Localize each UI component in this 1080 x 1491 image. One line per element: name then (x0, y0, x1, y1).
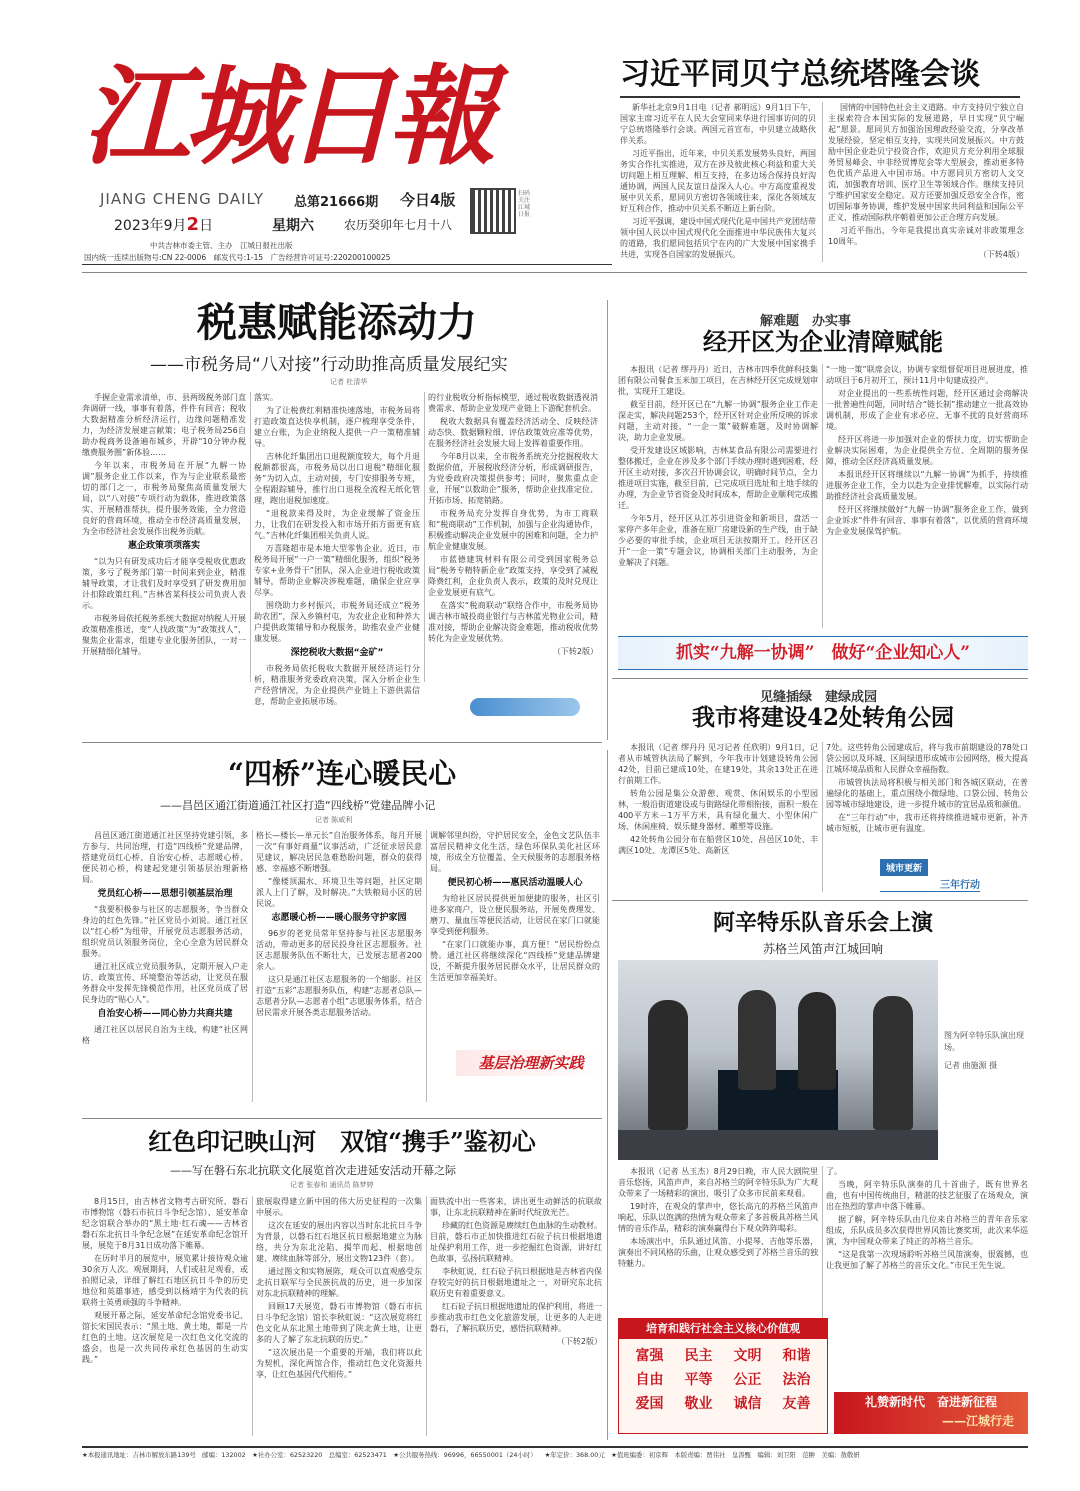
new-era-banner (834, 1392, 1028, 1434)
three-year-label: 三年行动 (880, 876, 980, 892)
masthead (82, 52, 522, 242)
column-divider (822, 102, 823, 262)
issue-date: 2023年9月2日 (114, 214, 214, 235)
column-divider (426, 830, 427, 1102)
sqz-column-1: 昌邑区通江街道通江社区坚持党建引领，多方参与、共同治理，打造“四线桥”党建品牌，搭建党员红心桥、自治安心桥、志愿暖心桥、便民初心桥，构建起党建引领基层治理新格局。 党员红心桥——思想引领基层治理 “我要积极参与社区的志愿服务，争当群众身边的红色先锋。”社区党员小刘说。通江社区以“红心桥”为纽带，开展党员志愿服务活动，组织党员认领服务岗位，全心全意为居民群众服务。 通江社区成立党员服务队，定期开展入户走访、政策宣传、环境整治等活动，让党员在服务群众中发挥先锋模范作用，社区党员成了居民身边的“贴心人”。 自治安心桥——同心协力共商共建 通江社区以居民自治为主线，构建“社区网格 (82, 831, 248, 1045)
tax-headline: 税惠赋能添动力 (197, 299, 477, 346)
sqz-byline: 记者 陈威利 (315, 816, 353, 824)
jkq-column-2: “一地一策”联席会议，协调专家组督促项目进展进度，推动项目于6月初开工，预计11月中旬建成投产。 对企业提出的一些系统性问题，经开区通过会商解决一批普遍性问题，同时结合“链长制”推动建立一批高效协调机制，形成了企业有求必应、无事不扰的良好营商环境。 经开区将进一步加强对企业的帮扶力度，切实帮助企业解决实际困难，为企业提供全方位、全周期的服务保障，推动全区经济高质量发展。 本报讯经开区将继续以“九解一协调”为抓手，持续推进服务企业工作，全力以赴为企业排忧解难，以实际行动助推经济社会高质量发展。 经开区将继续做好“九解一协调”服务企业工作，做到企业诉求“件件有回音、事事有着落”，以优质的营商环境为企业发展保驾护航。 (826, 365, 1028, 536)
weekday: 星期六 (272, 218, 314, 234)
core-value-word: 文明 (733, 1348, 762, 1364)
tax-column-3: 的行业税收分析指标模型，通过税收数据透视消费需求、帮助企业发现产业链上下游配套机会。 税收大数据具有覆盖经济活动全、反映经济动态快、数据颗粒细、评估政策效应准等优势，在服务经济社会发展大局上发挥着重要作用。 今年8月以来，全市税务系统充分挖掘税收大数据价值，开展税收经济分析，形成调研报告，为党委政府决策提供参考；同时，聚焦重点企业，开展“以数助企”服务，帮助企业找准定位、开拓市场、拓宽销路。 市税务局充分发挥自身优势，为市工商联和“税商联动”工作机制，加强与企业沟通协作，积极推动解决企业发展中的困难和问题，全力护航企业健康发展。 市蓝德建筑材料有限公司受到国家税务总局“税务专精特新企业”政策支持，享受到了减税降费红利，企业负责人表示，政策的及时兑现让企业发展更有底气。 在落实“税商联动”联络合作中，市税务局协调吉林市城投商业银行与吉林蓝光物业公司，精准对接，帮助企业解决资金难题，推动税收优势转化为企业发展优势。 （下转2版） (428, 393, 598, 656)
masthead-rule (82, 264, 612, 265)
core-value-word: 诚信 (733, 1396, 762, 1412)
performer-figure (873, 996, 913, 1130)
music-column-1: 本报讯（记者 丛玉杰）8月29日晚，市人民大剧院里音乐悠扬，风笛声声，来自苏格兰的阿辛特乐队为广大观众带来了一场精彩的演出，吸引了众多市民前来观看。 19时许，在观众的掌声中，悠长高亢的苏格兰风笛声响起，乐队以饱满的热情为观众带来了多首极具苏格兰风情的音乐作品，精彩的演奏赢得台下观众阵阵喝彩。 本场演出中，乐队通过风笛、小提琴、吉他等乐器，演奏出不同风格的乐曲，让观众感受到了苏格兰音乐的独特魅力。 (618, 1167, 818, 1268)
band-photo (618, 960, 938, 1160)
section-heading: 深挖税收大数据“金矿” (290, 648, 384, 658)
column-divider (607, 1120, 608, 1440)
continued-note: （下转4版） (978, 250, 1024, 259)
masthead-pinyin: JIANG CHENG DAILY (100, 190, 265, 208)
red-column-3: 面铁流中出一些客来，讲出更生动鲜活的抗联故事，让东北抗联精神在新时代绽放光芒。 珍藏的红色资源是赓续红色血脉的生动教材。目前，磐石市正加快推进红石砬子抗日根据地遗址保护利用工作，进一步挖掘红色资源，讲好红色故事，弘扬抗联精神。 李秋虹说，红石砬子抗日根据地是吉林省内保存较完好的抗日根据地遗址之一，对研究东北抗联历史有着重要意义。 红石砬子抗日根据地遗址的保护利用，将进一步推动我市红色文化旅游发展，让更多的人走进磐石，了解抗联历史，感悟抗联精神。 （下转2版） (430, 1197, 602, 1346)
core-value-word: 民主 (684, 1348, 713, 1364)
jkq-kicker: 解难题 办实事 (760, 314, 852, 329)
performer-figure (798, 992, 836, 1090)
footer-bar (82, 1446, 1028, 1462)
publication-codes: 国内统一连续出版物号:CN 22-0006 邮发代号:1-15 广告经营许可证号:220200100025 (84, 253, 391, 262)
column-divider (426, 1196, 427, 1436)
stage-floor (618, 1130, 938, 1160)
lead-column-2: 国情的中国特色社会主义道路。中方支持贝宁独立自主探索符合本国实际的发展道路，早日实现“贝宁崛起”愿景。愿同贝方加强治国理政经验交流，分享改革发展经验，坚定相互支持，实现共同发展振兴。中方鼓励中国企业赴贝宁投资合作，欢迎贝方充分利用全球服务贸易峰会、中非经贸博览会等大型展会，推动更多特色优质产品进入中国市场。中方愿同贝方密切人文交流，加强教育培训、医疗卫生等领域合作。继续支持贝宁维护国家安全稳定。双方还要加强反恐安全合作，密切国际事务协调，维护发展中国家共同利益和国际公平正义，推动国际秩序朝着更加公正合理方向发展。 习近平指出，今年是我提出真实亲诚对非政策理念10周年。 （下转4版） (828, 103, 1024, 259)
section-divider (612, 900, 1028, 901)
jkq-slogan: 抓实“九解一协调” 做好“企业知心人” (675, 643, 971, 663)
park-column-1: 本报讯（记者 缪丹丹 见习记者 任欣明）9月1日，记者从市城管执法局了解到，今年我市计划建设转角公园42处，目前已建成10处，在建19处，其余13处正在进行前期工作。 转角公园是集公众游憩、观赏、休闲娱乐的小型园林，一般沿街道建设或与街路绿化带相衔接，面积一般在400平方米－1万平方米，具有绿化量大、小型休闲广场、休闲座椅、娱乐健身器材、雕塑等设施。 42处转角公园分布在船营区10处、昌邑区10处、丰满区10处、龙潭区5处、高新区 (618, 743, 818, 855)
page-count: 今日4版 (400, 191, 456, 209)
core-value-word: 公正 (733, 1372, 762, 1388)
section-divider (612, 678, 1028, 679)
section-heading: 自治安心桥——同心协力共商共建 (97, 1009, 233, 1019)
sponsor-line: 中共吉林市委主管、主办 江城日报社出版 (150, 241, 293, 250)
footer-editors: ★年定价：368.00元 ★值班编委：初京辉 本版责编：贾伟社 皇涛甄 编辑：刘卫阳 范翀 美编：敖敬妍 (544, 1451, 860, 1459)
city-renewal-label: 城市更新 (880, 859, 928, 876)
column-divider (252, 1196, 253, 1436)
qr-caption: 扫码关注 江城日报 (518, 190, 531, 218)
music-column-2: 了。 当晚，阿辛特乐队演奏的几十首曲子，既有世界名曲，也有中国传统曲目，精湛的技艺征服了在场观众，演出在热烈的掌声中落下帷幕。 据了解，阿辛特乐队由几位来自苏格兰的青年音乐家组成，乐队成员多次获得世界风笛比赛奖项，此次来华巡演，为中国观众带来了纯正的苏格兰音乐。 “这是我第一次现场聆听苏格兰风笛演奏，很震撼，也让我更加了解了苏格兰的音乐文化。”市民王先生说。 (826, 1167, 1028, 1270)
tax-column-2: 落实。 为了让税费红利精准快速落地，市税务局将打造政策直达快享机制，逐户梳理享受条件，建立台账，为企业纳税人提供一户一策精准辅导。 吉林化纤集团出口退税额度较大，每个月退税额都很高，市税务局以出口退税“精细化服务”为切入点，主动对接，专门安排服务专班，全程跟踪辅导，推行出口退税全流程无纸化管理，跑出退税加速度。 “退税款来得及时，为企业缓解了资金压力，让我们在研发投入和市场开拓方面更有底气。”吉林化纤集团相关负责人说。 万喜隆超市是本地大型零售企业。近日，市税务局开展“一户一策”精细化服务，组织“税务专家+业务骨干”团队，深入企业进行税收政策辅导，帮助企业解决涉税难题，确保企业应享尽享。 围绕助力乡村振兴，市税务局还成立“税务助农团”，深入乡镇村屯，为农业企业和种养大户提供政策辅导和办税服务，助推农业产业健康发展。 深挖税收大数据“金矿” 市税务局依托税收大数据开展经济运行分析，精准服务党委政府决策，深入分析企业生产经营情况，为企业提供产业链上下游供需信息，帮助企业拓展市场。 (254, 393, 420, 706)
column-divider (607, 300, 608, 740)
core-value-word: 自由 (635, 1372, 664, 1388)
lead-headline: 习近平同贝宁总统塔隆会谈 (620, 57, 980, 92)
section-divider (82, 1118, 602, 1119)
photo-caption (944, 1030, 1024, 1072)
issue-number: 总第21666期 (294, 195, 379, 210)
tax-subtitle: ——市税务局“八对接”行动助推高质量发展纪实 (150, 355, 508, 375)
jkq-slogan-banner (618, 636, 1028, 670)
core-values-grid (619, 1339, 827, 1419)
lead-column-1: 新华社北京9月1日电（记者 郝明远）9月1日下午，国家主席习近平在人民大会堂同来华进行国事访问的贝宁总统塔隆举行会谈。两国元首宣布，中贝建立战略伙伴关系。 习近平指出，近年来，中贝关系发展势头良好，两国务实合作扎实推进，双方在涉及彼此核心利益和重大关切问题上相互理解、相互支持，在多边场合保持良好沟通协调，两国人民友谊日益深入人心。中方高度重视发展中贝关系，愿同贝方密切各领域往来，深化各领域友好互利合作，推动中贝关系不断迈上新台阶。 习近平强调，建设中国式现代化是中国共产党团结带领中国人民以中国式现代化全面推进中华民族伟大复兴的道路，我们愿同包括贝宁在内的广大发展中国家携手共进，实现各自国家的发展振兴。 (620, 103, 816, 259)
qr-code[interactable] (470, 188, 516, 234)
column-divider (607, 750, 608, 1150)
section-divider (82, 742, 602, 743)
park-kicker: 见缝插绿 建绿成园 (760, 690, 878, 705)
sqz-headline: “四桥”连心暖民心 (227, 757, 457, 790)
grassroots-banner-text: 基层治理新实践 (478, 1054, 584, 1072)
new-era-line-1: 礼赞新时代 奋进新征程 (864, 1395, 997, 1409)
red-headline: 红色印记映山河 双馆“携手”鉴初心 (148, 1127, 536, 1156)
jkq-headline: 经开区为企业清障赋能 (703, 327, 943, 356)
core-value-word: 敬业 (684, 1396, 713, 1412)
new-era-line-2: ——江城行走 (941, 1414, 1014, 1428)
section-heading: 党员红心桥——思想引领基层治理 (97, 889, 233, 899)
section-heading: 志愿暖心桥——暖心服务守护家园 (271, 913, 407, 923)
performer-figure (738, 990, 776, 1090)
lunar-date: 农历癸卯年七月十八 (344, 218, 453, 232)
column-divider (822, 742, 823, 892)
continued-note: （下转2版） (552, 647, 598, 656)
red-column-2: 旅展取得建立新中国的伟大历史征程的一次集中展示。 这次在延安的展出内容以当时东北抗日斗争为背景，以磐石红石地区抗日根据地建立为脉络，共分为东北沦陷、揭竿而起、根据地创建、赓续血脉等部分，展出文物123件（套）。 通过图文和实物展陈，观众可以直观感受东北抗日联军与全民族抗战的历史，进一步加深对东北抗联精神的理解。 回顾17天展览，磐石市博物馆（磐石市抗日斗争纪念馆）馆长李秋虹说：“这次展览将红色文化从东北黑土地带到了陕北黄土地，让更多的人了解了东北抗联的历史。” “这次展出是一个重要的开端，我们将以此为契机，深化两馆合作，推动红色文化资源共享，让红色基因代代相传。” (256, 1197, 422, 1379)
jkq-column-1: 本报讯（记者 缪丹丹）近日，吉林市四季优鲜科技集团有限公司餐食玉米加工项目，在吉林经开区完成规划审批，实现开工建设。 截至目前，经开区已在“九解一协调”服务企业工作走深走实，解决问题253个，经开区针对企业所反映的诉求问题，主动对接，“一企一策”破解难题，及时协调解决，助力企业发展。 受开发建设区域影响，吉林某食品有限公司需要进行整体搬迁，企业在涉及多个部门手续办理时遇到困难，经开区主动对接，多次召开协调会议，明确时间节点，全力推进项目实施，截至目前，已完成项目选址和土地手续的办理，为企业节省资金及时间成本，帮助企业顺利完成搬迁。 今年5月，经开区从江苏引进资金和新项目，盘活一家停产多年企业，准备在原厂房建设新的生产线，由于缺少必要的审批手续，企业项目无法按期开工。经开区召开“一企一策”专题会议，协调相关部门主动服务，为企业解决了问题。 (618, 365, 818, 567)
red-byline: 记者 张春和 通讯员 陈梦婷 (290, 1181, 374, 1189)
section-divider (82, 272, 1027, 273)
column-divider (822, 364, 823, 628)
column-divider (250, 392, 251, 682)
core-value-word: 平等 (684, 1372, 713, 1388)
caption-text: 图为阿辛特乐队演出现场。 (944, 1031, 1024, 1052)
column-divider (252, 830, 253, 1102)
core-value-word: 爱国 (635, 1396, 664, 1412)
column-divider (822, 1166, 823, 1336)
park-column-2: 7处。这些转角公园建成后，将与我市前期建设的78处口袋公园以及环城、区间绿道形成城市公园网络，极大提高江城环境品质和人民群众幸福指数。 市城管执法局将积极与相关部门和各城区联动，在普遍绿化的基础上，重点围绕小微绿地、口袋公园、转角公园等城市绿地建设，进一步提升城市的宜居品质和颜值。 在“三年行动”中，我市还将持续推进城市更新，补齐城市短板，让城市更有温度。 (826, 743, 1028, 833)
sqz-column-2: 格长—楼长—单元长”自治服务体系，每月开展一次“有事好商量”议事活动，广泛征求居民意见建议，解决居民急难愁盼问题，群众的获得感、幸福感不断增强。 “像楼顶漏水、环境卫生等问题，社区定期派人上门了解，及时解决。”大铁粮局小区的居民说。 志愿暖心桥——暖心服务守护家园 96岁的老党员常年坚持参与社区志愿服务活动，带动更多的居民投身社区志愿服务。社区志愿服务队伍不断壮大，已发展志愿者200余人。 这只是通江社区志愿服务的一个缩影。社区打造“五彩”志愿服务队伍，构建“志愿者总队—志愿者分队—志愿者小组”志愿服务体系，结合居民需求开展各类志愿服务活动。 (256, 831, 422, 1017)
photo-credit: 记者 曲施源 摄 (944, 1061, 998, 1070)
masthead-logo: 江城日報 (82, 54, 491, 180)
continued-note: （下转2版） (556, 1337, 602, 1346)
music-subtitle: 苏格兰风笛声江城回响 (762, 942, 883, 956)
core-value-word: 友善 (782, 1396, 811, 1412)
sqz-subtitle: ——昌邑区通江街道通江社区打造“四线桥”党建品牌小记 (160, 799, 436, 812)
section-heading: 惠企政策项项落实 (127, 541, 200, 551)
column-divider (424, 392, 425, 682)
red-column-1: 8月15日，由吉林省文物考古研究所、磐石市博物馆（磐石市抗日斗争纪念馆）、延安革命纪念馆联合举办的“黑土地·红石魂——吉林省磐石东北抗日斗争纪念展”在延安革命纪念馆开展，展览于8月31日成功落下帷幕。 在历时半月的展览中，展览累计接待观众逾30余万人次。观展期间，人们或驻足观看，或拍照记录，详细了解红石地区抗日斗争的历史地位和英雄事迹，感受到以杨靖宇为代表的抗联将士英勇顽强的斗争精神。 观展开幕之际，延安革命纪念馆党委书记、馆长宋国民表示：“黑土地、黄土地，都是一片红色的土地。这次展览是一次红色文化交流的盛会，也是一次共同传承红色基因的生动实践。” (82, 1197, 248, 1364)
sqz-column-3: 调解邻里纠纷，守护居民安全，金色文艺队伍丰富居民精神文化生活，绿色环保队美化社区环境，形成全方位覆盖、全天候服务的志愿服务格局。 便民初心桥——惠民活动温暖人心 为给社区居民提供更加便捷的服务，社区引进多家商户，设立便民服务站，开展免费理发、磨刀、量血压等便民活动，让居民在家门口就能享受到便利服务。 “在家门口就能办事，真方便！”居民纷纷点赞。通江社区将继续深化“四线桥”党建品牌建设，不断提升服务居民群众水平，让居民群众的生活更加幸福美好。 (430, 831, 600, 982)
red-subtitle: ——写在磐石东北抗联文化展览首次走进延安活动开幕之际 (170, 1164, 456, 1177)
park-headline: 我市将建设42处转角公园 (691, 704, 954, 731)
tax-byline: 记者 杜清华 (330, 378, 368, 386)
footer-contact: ★本报通讯地址：吉林市解放东路139号 邮编：132002 ★社办公室：62523220 总编室：62523471 ★公共服务热线：96996，66550001（24小时） (82, 1451, 537, 1459)
core-value-word: 富强 (635, 1348, 664, 1364)
tax-column-1: 手握企业需求清单，市、县两级税务部门直奔调研一线，事事有着落，件件有回音；税收大数据精准分析经济运行，边缘问题精准发力，为经济发展建言献策；电子税务局256自助办税商务设备遍布城乡，开辟“10分钟办税缴费服务圈”新体验…… 今年以来，市税务局在开展“九解一协调”服务企业工作以来，作为与企业联系最密切的部门之一，市税务局聚焦高质量发展大局，以“八对接”专项行动为载体，推进政策落实、开展精准帮扶，提升服务效能，全力营造良好的营商环境，推动全市经济高质量发展，为全市经济社会发展作出税务贡献。 惠企政策项项落实 “以为只有研发成功后才能享受税收优惠政策，多亏了税务部门第一时间来到企业，精准辅导政策，才让我们及时享受到了研发费用加计扣除政策红利。”吉林省某科技公司负责人表示。 市税务局依托税务系统大数据对纳税人开展政策精准推送，变“人找政策”为“政策找人”，聚焦企业需求，组建专业化服务团队，一对一开展精细化辅导。 (82, 393, 246, 656)
lead-rule (620, 96, 1020, 98)
core-values-box (618, 1318, 828, 1434)
grassroots-banner (456, 1050, 606, 1076)
section-heading: 便民初心桥——惠民活动温暖人心 (447, 878, 583, 888)
core-values-title: 培育和践行社会主义核心价值观 (619, 1319, 827, 1339)
core-value-word: 和谐 (782, 1348, 811, 1364)
performer-figure (648, 1000, 688, 1130)
core-value-word: 法治 (782, 1372, 811, 1388)
chaoyong-guanlan-logo (470, 698, 580, 716)
music-headline: 阿辛特乐队音乐会上演 (712, 910, 933, 936)
city-renewal-badge (880, 856, 980, 892)
